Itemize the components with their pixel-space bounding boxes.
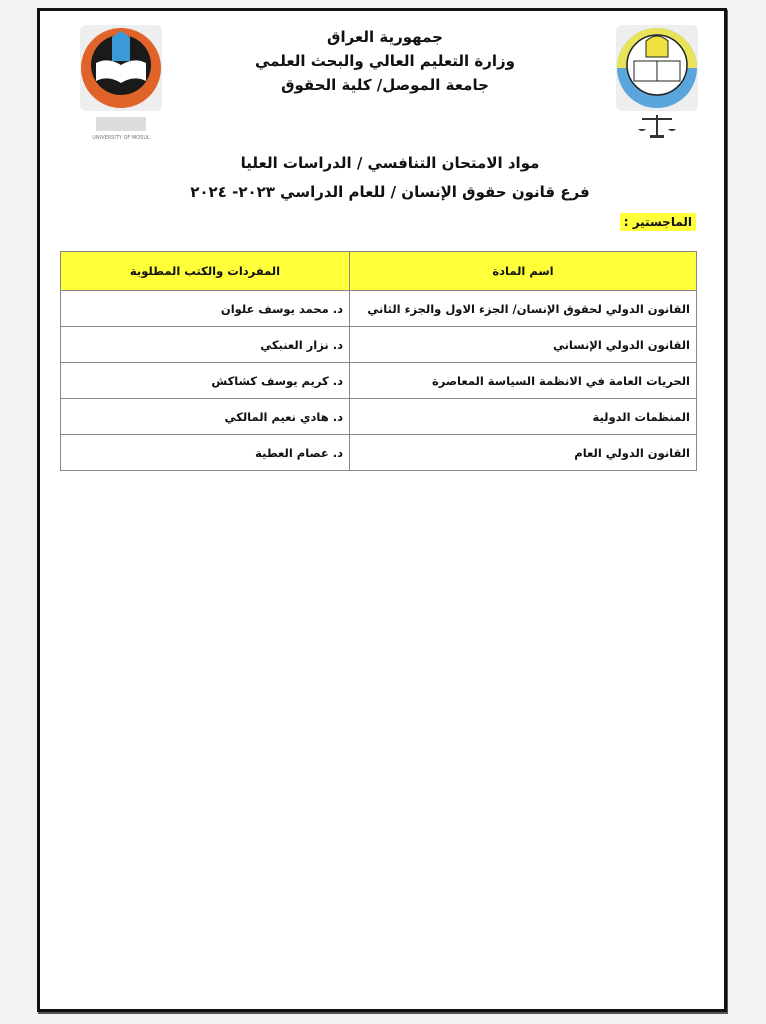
author-cell: د. محمد يوسف علوان: [61, 291, 350, 327]
author-cell: د. هادي نعيم المالكي: [61, 399, 350, 435]
header-books: المفردات والكتب المطلوبة: [61, 252, 350, 291]
university-of-mosul-logo: [78, 23, 164, 143]
table-row: [61, 291, 697, 327]
header-university: جامعة الموصل/ كلية الحقوق: [281, 76, 489, 94]
subject-cell: الحريات العامة في الانظمة السياسة المعاصرة: [350, 363, 697, 399]
table-row: [61, 327, 697, 363]
author-cell: د. عصام العطية: [61, 435, 350, 471]
header-subject: اسم المادة: [350, 252, 697, 291]
subject-cell: القانون الدولي العام: [350, 435, 697, 471]
subjects-table: [60, 251, 697, 471]
header-ministry: وزارة التعليم العالي والبحث العلمي: [254, 52, 516, 70]
table-row: [61, 399, 697, 435]
table-row: [61, 363, 697, 399]
table-row: [61, 435, 697, 471]
subject-cell: القانون الدولي لحقوق الإنسان/ الجزء الاول والجزء الثاني: [350, 291, 697, 327]
svg-text:UNIVERSITY OF MOSUL: UNIVERSITY OF MOSUL: [92, 135, 150, 141]
exam-title: مواد الامتحان التنافسي / الدراسات العليا: [240, 154, 540, 172]
subject-cell: القانون الدولي الإنساني: [350, 327, 697, 363]
header-country: جمهورية العراق: [327, 28, 443, 46]
branch-title: فرع قانون حقوق الإنسان / للعام الدراسي ٢٠٢٣- ٢٠٢٤: [190, 183, 590, 201]
author-cell: د. نزار العنبكي: [61, 327, 350, 363]
degree-label: الماجستير :: [620, 213, 696, 231]
college-of-law-logo: [614, 23, 700, 143]
header-block: [220, 25, 550, 97]
subject-cell: المنظمات الدولية: [350, 399, 697, 435]
document-page: [37, 8, 727, 1012]
author-cell: د. كريم يوسف كشاكش: [61, 363, 350, 399]
title-block: [140, 149, 640, 207]
table-header-row: [61, 252, 697, 291]
